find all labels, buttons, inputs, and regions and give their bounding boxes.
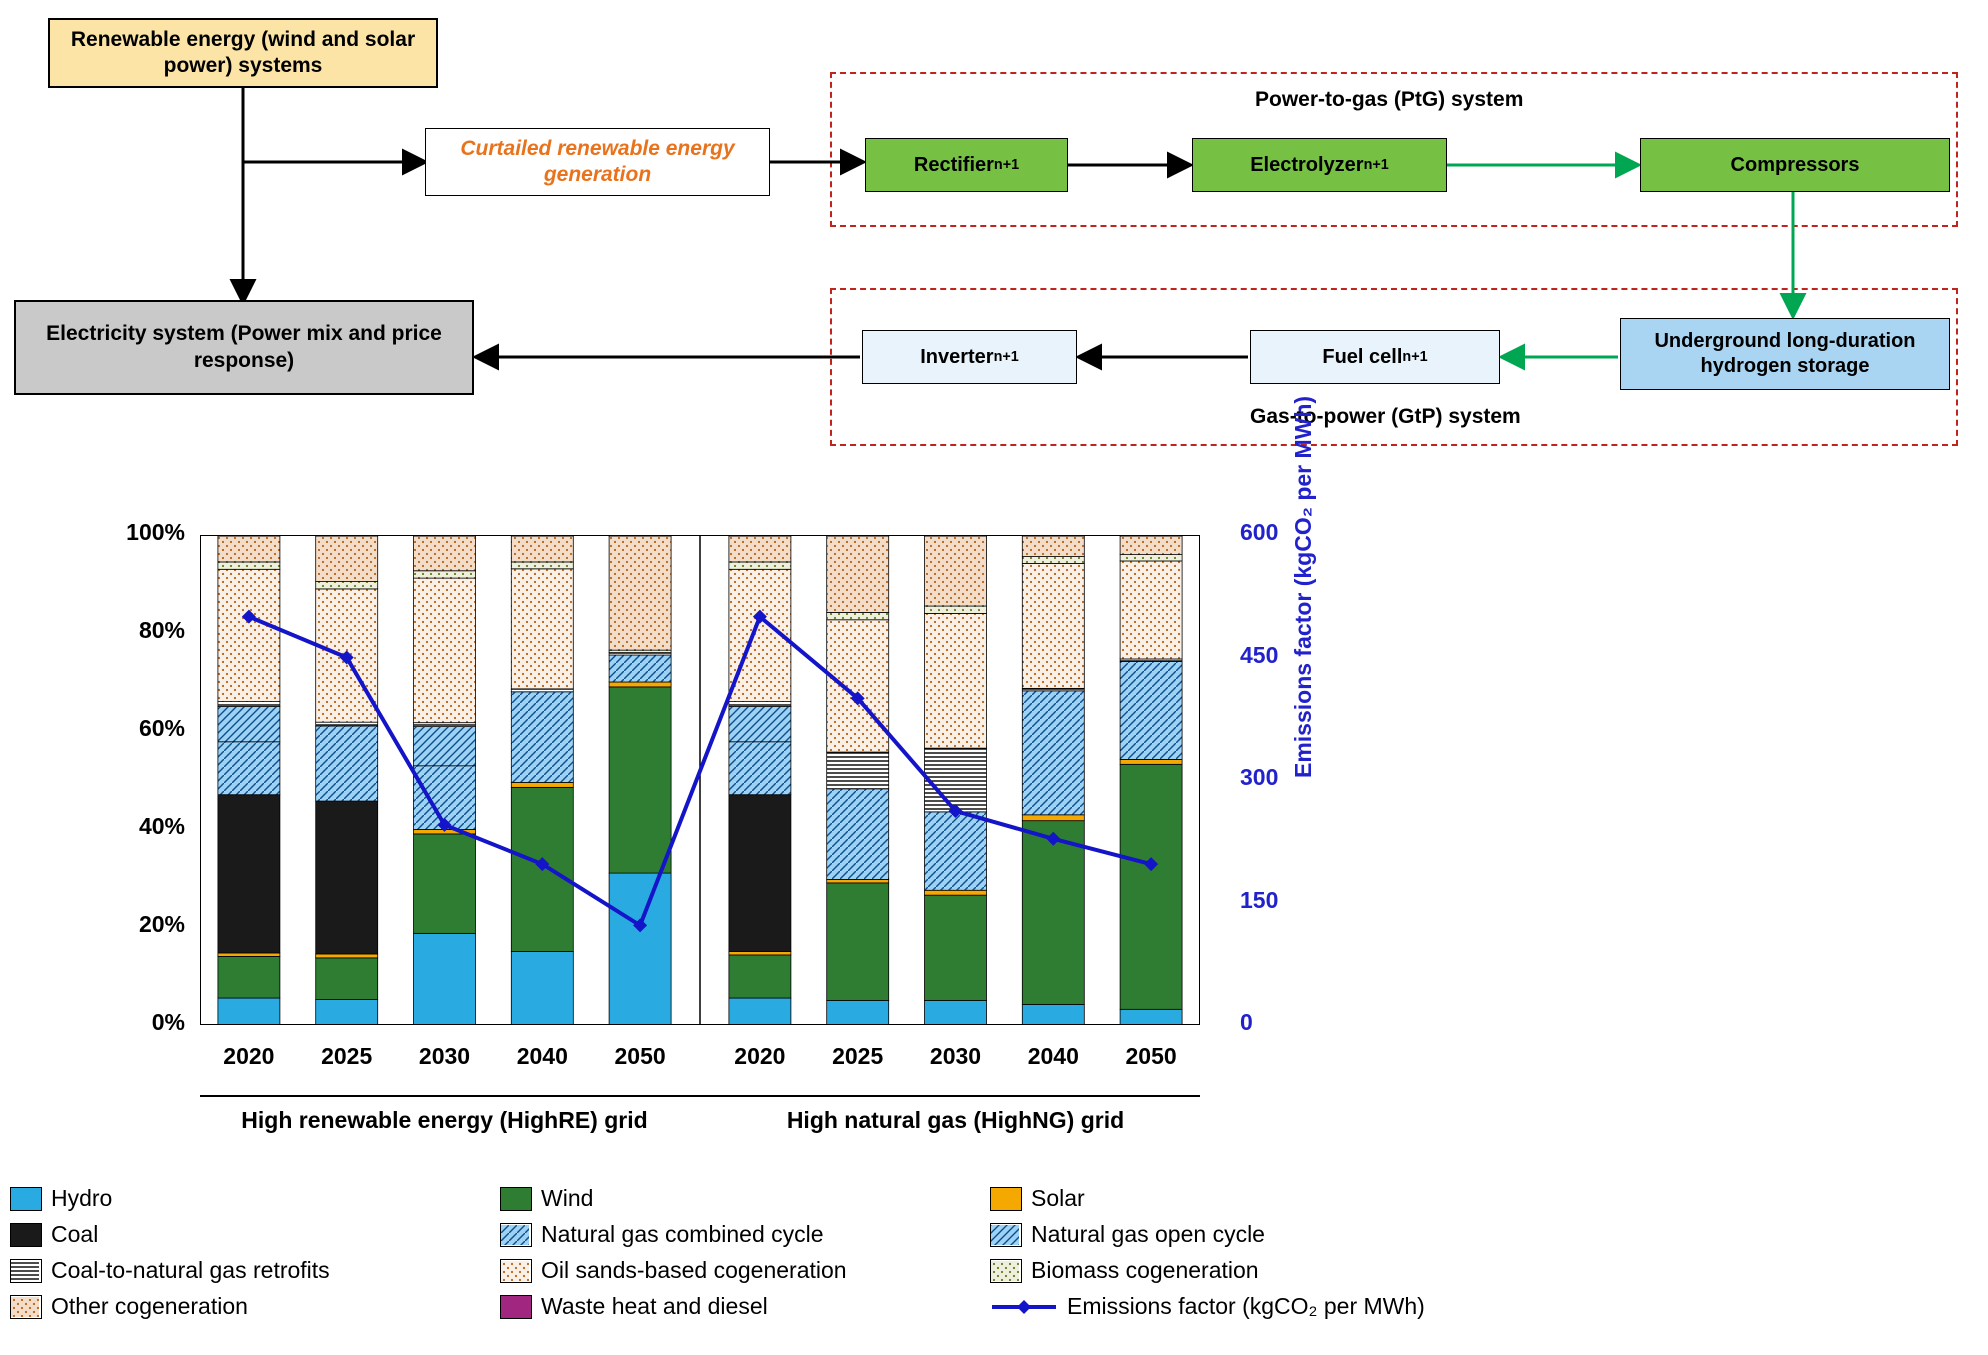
bar-segment — [218, 707, 280, 742]
node-inverter-sub: n+1 — [993, 349, 1019, 365]
y-tick-right: 450 — [1240, 641, 1279, 668]
bar-segment — [316, 801, 378, 954]
node-renewable-energy-label: Renewable energy (wind and solar power) systems — [70, 27, 416, 77]
node-curtailed-generation — [425, 128, 770, 196]
bar-segment — [414, 933, 476, 1025]
bar-segment — [827, 752, 889, 789]
bar-segment — [1120, 661, 1182, 759]
legend-swatch — [500, 1295, 532, 1319]
bar-segment — [316, 722, 378, 726]
legend-line-swatch — [990, 1296, 1058, 1318]
node-inverter-label: Inverter — [920, 345, 994, 368]
y-axis-label-right: Emissions factor (kgCO₂ per MWh) — [1290, 395, 1316, 778]
bar-segment — [1022, 815, 1084, 821]
bar-segment — [511, 569, 573, 689]
bar-segment — [1022, 821, 1084, 1005]
x-tick: 2020 — [734, 1043, 786, 1069]
bar-segment — [511, 536, 573, 562]
node-fuel-cell — [1250, 330, 1500, 384]
bar-segment — [414, 834, 476, 933]
bar-segment — [925, 1001, 987, 1026]
y-tick-right: 0 — [1240, 1009, 1253, 1035]
chart-plot — [200, 535, 1200, 1025]
node-electricity-system — [14, 300, 474, 395]
bar-segment — [729, 707, 791, 742]
bar-segment — [414, 723, 476, 727]
node-rectifier-label: Rectifier — [913, 153, 994, 176]
bar-segment — [414, 571, 476, 578]
legend-item — [10, 1293, 500, 1320]
bar-segment — [414, 536, 476, 571]
y-tick-right: 600 — [1240, 519, 1279, 545]
bar-segment — [218, 536, 280, 562]
bar-segment — [511, 952, 573, 1026]
x-tick: 2050 — [614, 1043, 666, 1069]
bar-segment — [1022, 563, 1084, 688]
legend-swatch — [990, 1223, 1022, 1247]
node-fuel-cell-sub: n+1 — [1402, 349, 1428, 365]
bar-segment — [1120, 764, 1182, 1009]
bar-segment — [218, 569, 280, 701]
bar-segment — [218, 956, 280, 998]
bar-segment — [316, 726, 378, 801]
legend-label: Coal-to-natural gas retrofits — [51, 1257, 330, 1283]
bar-segment — [729, 702, 791, 707]
bar-segment — [316, 582, 378, 589]
bar-segment — [609, 687, 671, 873]
x-tick: 2030 — [929, 1043, 982, 1069]
node-electricity-system-label: Electricity system (Power mix and price response) — [46, 322, 442, 372]
bar-segment — [827, 536, 889, 612]
node-inverter — [862, 330, 1077, 384]
bar-segment — [316, 958, 378, 1000]
chart-legend — [10, 1185, 1510, 1329]
gtp-group-label: Gas-to-power (GtP) system — [1250, 405, 1521, 428]
x-tick: 2040 — [516, 1043, 568, 1069]
bar-segment — [218, 562, 280, 569]
bar-segment — [1022, 536, 1084, 557]
bar-segment — [609, 655, 671, 682]
y-tick-left: 0% — [151, 1009, 185, 1035]
x-tick: 2025 — [832, 1043, 884, 1069]
legend-item — [10, 1185, 500, 1212]
bar-segment — [827, 612, 889, 619]
bar-segment — [218, 998, 280, 1025]
bar-segment — [1022, 691, 1084, 815]
y-tick-right: 150 — [1240, 886, 1279, 913]
bar-segment — [827, 620, 889, 752]
legend-item — [500, 1221, 990, 1248]
legend-swatch — [10, 1187, 42, 1211]
bar-segment — [511, 689, 573, 692]
node-hydrogen-storage — [1620, 318, 1950, 390]
legend-label: Wind — [541, 1185, 594, 1211]
bar-segment — [316, 536, 378, 582]
legend-label: Waste heat and diesel — [541, 1293, 768, 1319]
bar-segment — [729, 952, 791, 955]
bar-segment — [218, 953, 280, 956]
bar-segment — [609, 873, 671, 1025]
bar-segment — [414, 578, 476, 723]
legend-label: Natural gas open cycle — [1031, 1221, 1265, 1247]
legend-label: Biomass cogeneration — [1031, 1257, 1259, 1283]
legend-item — [990, 1293, 1480, 1320]
ptg-group-label: Power-to-gas (PtG) system — [1255, 88, 1524, 111]
y-tick-left: 60% — [138, 715, 185, 741]
legend-item — [990, 1257, 1480, 1284]
y-tick-left: 100% — [126, 519, 185, 545]
y-tick-left: 40% — [138, 813, 185, 839]
legend-item — [990, 1221, 1480, 1248]
legend-swatch — [10, 1295, 42, 1319]
bar-segment — [1120, 1009, 1182, 1025]
group-axis-line — [200, 1095, 1200, 1097]
group-label: High natural gas (HighNG) grid — [786, 1107, 1125, 1133]
bar-segment — [1022, 557, 1084, 564]
bar-segment — [827, 1001, 889, 1026]
bar-segment — [1120, 759, 1182, 764]
x-tick: 2020 — [223, 1043, 275, 1069]
bar-segment — [925, 895, 987, 1000]
bar-segment — [827, 879, 889, 882]
legend-item — [990, 1185, 1480, 1212]
bar-segment — [1022, 1004, 1084, 1025]
x-tick: 2030 — [418, 1043, 471, 1069]
node-electrolyzer-sub: n+1 — [1363, 157, 1389, 173]
bar-segment — [511, 692, 573, 783]
x-tick: 2025 — [321, 1043, 373, 1069]
bar-segment — [609, 536, 671, 650]
node-rectifier-sub: n+1 — [993, 157, 1020, 173]
y-tick-left: 80% — [138, 617, 185, 643]
legend-label: Other cogeneration — [51, 1293, 248, 1319]
legend-label: Solar — [1031, 1185, 1085, 1211]
group-label: High renewable energy (HighRE) grid — [241, 1107, 648, 1133]
legend-swatch — [990, 1259, 1022, 1283]
legend-swatch — [10, 1259, 42, 1283]
bar-segment — [925, 812, 987, 890]
bar-segment — [925, 748, 987, 812]
legend-label: Emissions factor (kgCO₂ per MWh) — [1067, 1293, 1425, 1319]
bar-segment — [729, 536, 791, 562]
bar-segment — [218, 795, 280, 953]
process-diagram — [0, 0, 1988, 470]
node-hydrogen-storage-label: Underground long-duration hydrogen storage — [1654, 330, 1916, 377]
legend-item — [500, 1185, 990, 1212]
bar-segment — [827, 883, 889, 1001]
bar-segment — [925, 890, 987, 895]
y-tick-left: 20% — [138, 911, 185, 937]
bar-segment — [729, 562, 791, 569]
node-compressors-label: Compressors — [1730, 153, 1860, 176]
bar-segment — [1120, 555, 1182, 561]
bar-segment — [414, 727, 476, 766]
node-rectifier — [865, 138, 1068, 192]
legend-item — [500, 1293, 990, 1320]
legend-item — [10, 1257, 500, 1284]
bar-segment — [511, 562, 573, 569]
node-fuel-cell-label: Fuel cell — [1322, 345, 1403, 368]
y-tick-right: 300 — [1240, 764, 1279, 790]
node-electrolyzer-label: Electrolyzer — [1250, 153, 1364, 176]
bar-segment — [511, 782, 573, 787]
legend-label: Coal — [51, 1221, 99, 1247]
bar-segment — [925, 606, 987, 613]
legend-swatch — [990, 1187, 1022, 1211]
bar-segment — [729, 998, 791, 1025]
legend-swatch — [500, 1259, 532, 1283]
node-compressors — [1640, 138, 1950, 192]
bar-segment — [316, 1000, 378, 1025]
bar-segment — [1120, 561, 1182, 659]
bar-segment — [1120, 536, 1182, 555]
legend-item — [500, 1257, 990, 1284]
legend-swatch — [500, 1223, 532, 1247]
bar-segment — [729, 742, 791, 795]
node-renewable-energy — [48, 18, 438, 88]
bar-segment — [316, 954, 378, 958]
node-electrolyzer — [1192, 138, 1447, 192]
bar-segment — [729, 795, 791, 952]
legend-swatch — [10, 1223, 42, 1247]
legend-label: Oil sands-based cogeneration — [541, 1257, 847, 1283]
x-tick: 2050 — [1125, 1043, 1177, 1069]
bar-segment — [827, 789, 889, 880]
legend-label: Hydro — [51, 1185, 113, 1211]
bar-segment — [609, 682, 671, 687]
node-curtailed-generation-label: Curtailed renewable energy generation — [460, 136, 735, 186]
bar-segment — [218, 742, 280, 795]
bar-segment — [925, 613, 987, 748]
bar-segment — [218, 702, 280, 707]
legend-label: Natural gas combined cycle — [541, 1221, 824, 1247]
legend-swatch — [500, 1187, 532, 1211]
x-tick: 2040 — [1027, 1043, 1079, 1069]
bar-segment — [729, 955, 791, 998]
legend-item — [10, 1221, 500, 1248]
bar-segment — [925, 536, 987, 606]
